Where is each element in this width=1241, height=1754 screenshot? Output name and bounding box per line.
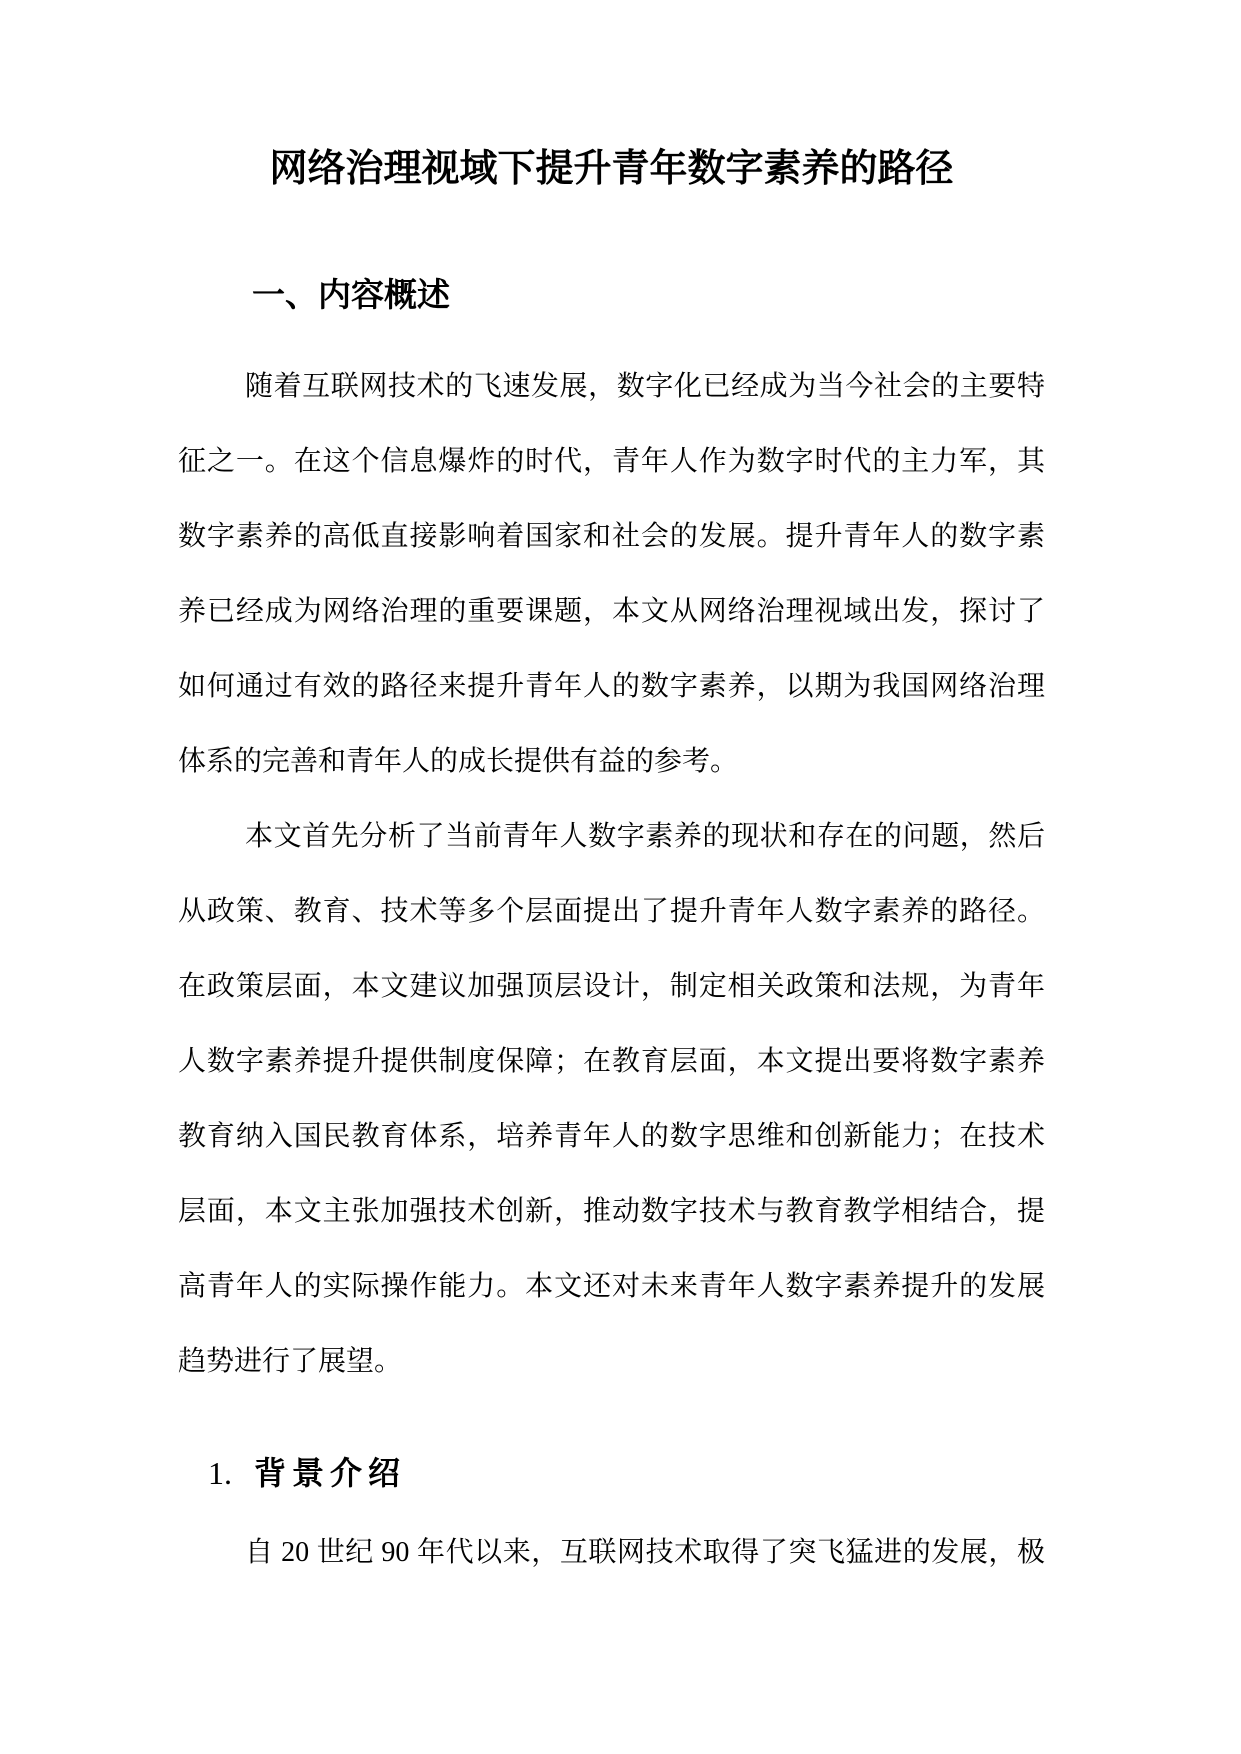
text-line: 数字素养的高低直接影响着国家和社会的发展。提升青年人的数字素 [178, 521, 1045, 552]
document-title: 网络治理视域下提升青年数字素养的路径 [269, 148, 954, 190]
heading-text: 背景介绍 [254, 1455, 407, 1491]
text-line: 从政策、教育、技术等多个层面提出了提升青年人数字素养的路径。 [178, 896, 1045, 927]
text-line: 随着互联网技术的飞速发展，数字化已经成为当今社会的主要特 [245, 371, 1045, 402]
heading-number: 1. [208, 1455, 232, 1491]
text-line: 在政策层面，本文建议加强顶层设计，制定相关政策和法规，为青年 [178, 971, 1045, 1002]
text-line: 高青年人的实际操作能力。本文还对未来青年人数字素养提升的发展 [178, 1271, 1045, 1302]
document-content [178, 0, 1045, 1590]
text-line: 人数字素养提升提供制度保障；在教育层面，本文提出要将数字素养 [178, 1046, 1045, 1077]
text-line: 层面，本文主张加强技术创新，推动数字技术与教育教学相结合，提 [178, 1196, 1045, 1227]
paragraph-2 [178, 799, 1045, 1399]
text-line: 自 20 世纪 90 年代以来，互联网技术取得了突飞猛进的发展，极 [245, 1537, 1045, 1568]
text-line: 教育纳入国民教育体系，培养青年人的数字思维和创新能力；在技术 [178, 1121, 1045, 1152]
paragraph-1 [178, 349, 1045, 799]
text-line: 本文首先分析了当前青年人数字素养的现状和存在的问题，然后 [245, 821, 1045, 852]
section-heading-background [208, 1457, 1045, 1490]
text-line: 征之一。在这个信息爆炸的时代，青年人作为数字时代的主力军，其 [178, 446, 1045, 477]
text-line: 体系的完善和青年人的成长提供有益的参考。 [178, 746, 739, 777]
text-line: 养已经成为网络治理的重要课题，本文从网络治理视域出发，探讨了 [178, 596, 1045, 627]
paragraph-3 [178, 1515, 1045, 1590]
text-line: 如何通过有效的路径来提升青年人的数字素养，以期为我国网络治理 [178, 671, 1045, 702]
section-heading-overview: 一、内容概述 [252, 276, 450, 313]
text-line: 趋势进行了展望。 [178, 1346, 403, 1377]
